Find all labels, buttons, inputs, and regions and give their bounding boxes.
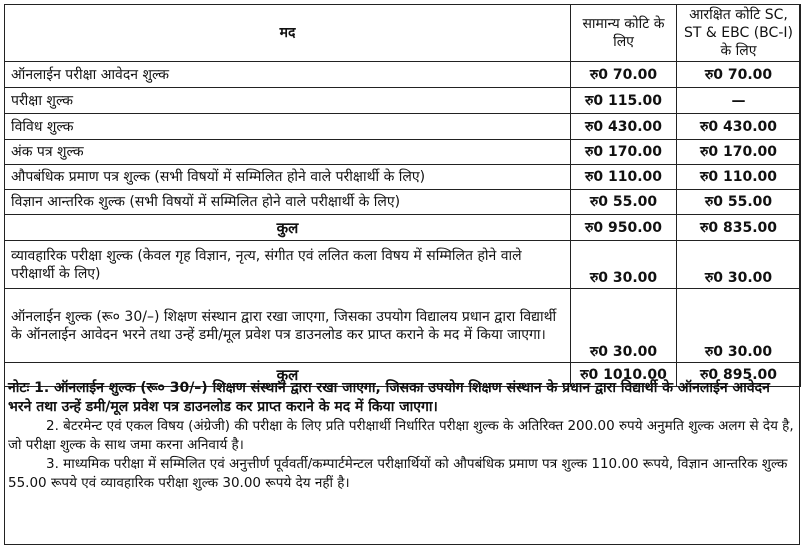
- total-row: [5, 215, 801, 241]
- header-general: सामान्य कोटि के लिए: [571, 5, 677, 62]
- row-general: रु0 115.00: [571, 88, 677, 114]
- header-reserved: आरक्षित कोटि SC, ST & EBC (BC-I) के लिए: [677, 5, 801, 62]
- total-general: रु0 950.00: [571, 215, 677, 241]
- row-item: विविध शुल्क: [5, 114, 571, 140]
- table-row: [5, 140, 801, 165]
- row-reserved: रु0 70.00: [677, 62, 801, 88]
- row-reserved: रु0 30.00: [677, 289, 801, 363]
- row-reserved: रु0 110.00: [677, 165, 801, 190]
- note-2-text: 2. बेटरमेन्ट एवं एकल विषय (अंग्रेजी) की परीक्षा के लिए प्रति परीक्षार्थी निर्धारित परीक्षा शुल्क के अतिरिक्त 200.00 रुपये अनुमति शुल्क अलग से देय है, जो परीक्षा शुल्क के साथ जमा करना अनिवार्य है।: [8, 418, 794, 453]
- row-reserved: रु0 430.00: [677, 114, 801, 140]
- table-row: [5, 190, 801, 215]
- row-item: परीक्षा शुल्क: [5, 88, 571, 114]
- note-3: [8, 455, 794, 493]
- header-item: मद: [5, 5, 571, 62]
- row-general: रु0 430.00: [571, 114, 677, 140]
- table-row: [5, 88, 801, 114]
- row-general: रु0 30.00: [571, 241, 677, 289]
- table-row: [5, 114, 801, 140]
- note-3-text: 3. माध्यमिक परीक्षा में सम्मिलित एवं अनुत्तीर्ण पूर्ववर्ती/कम्पार्टमेन्टल परीक्षार्थियों को औपबंधिक प्रमाण पत्र शुल्क 110.00 रूपये, विज्ञान आन्तरिक शुल्क 55.00 रूपये एवं व्यावहारिक परीक्षा शुल्क 30.00 रूपये देय नहीं है।: [8, 456, 788, 491]
- total-general: रु0 1010.00: [571, 363, 677, 387]
- row-item: व्यावहारिक परीक्षा शुल्क (केवल गृह विज्ञान, नृत्य, संगीत एवं ललित कला विषय में सम्मिलित होने वाले परीक्षार्थी के लिए): [5, 241, 571, 289]
- row-reserved: —: [677, 88, 801, 114]
- row-item: ऑनलाईन शुल्क (रू० 30/–) शिक्षण संस्थान द्वारा रखा जाएगा, जिसका उपयोग विद्यालय प्रधान द्वारा विद्यार्थी के ऑनलाईन आवेदन भरने तथा उन्हें डमी/मूल प्रवेश पत्र डाउनलोड कर प्राप्त कराने के मद में किया जाएगा।: [5, 289, 571, 363]
- table-row: [5, 165, 801, 190]
- row-general: रु0 70.00: [571, 62, 677, 88]
- row-general: रु0 110.00: [571, 165, 677, 190]
- fee-table: [4, 4, 801, 387]
- note-2: [8, 417, 794, 455]
- note-1: नोटः 1. ऑनलाईन शुल्क (रू० 30/–) शिक्षण संस्थान द्वारा रखा जाएगा, जिसका उपयोग शिक्षण संस्थान के प्रधान द्वारा विद्यार्थी के ऑनलाईन आवेदन भरने तथा उन्हें डमी/मूल प्रवेश पत्र डाउनलोड कर प्राप्त कराने के मद में किया जाएगा।: [8, 380, 770, 415]
- row-item: विज्ञान आन्तरिक शुल्क (सभी विषयों में सम्मिलित होने वाले परीक्षार्थी के लिए): [5, 190, 571, 215]
- total-label: कुल: [5, 215, 571, 241]
- row-general: रु0 30.00: [571, 289, 677, 363]
- total-reserved: रु0 835.00: [677, 215, 801, 241]
- row-general: रु0 55.00: [571, 190, 677, 215]
- table-header-row: [5, 5, 801, 62]
- table-row: [5, 241, 801, 289]
- row-item: औपबंधिक प्रमाण पत्र शुल्क (सभी विषयों में सम्मिलित होने वाले परीक्षार्थी के लिए): [5, 165, 571, 190]
- table-row: [5, 289, 801, 363]
- row-reserved: रु0 30.00: [677, 241, 801, 289]
- row-general: रु0 170.00: [571, 140, 677, 165]
- row-reserved: रु0 55.00: [677, 190, 801, 215]
- row-reserved: रु0 170.00: [677, 140, 801, 165]
- row-item: ऑनलाईन परीक्षा आवेदन शुल्क: [5, 62, 571, 88]
- total-label: कुल: [5, 363, 571, 387]
- table-row: [5, 62, 801, 88]
- total-reserved: रु0 895.00: [677, 363, 801, 387]
- row-item: अंक पत्र शुल्क: [5, 140, 571, 165]
- notes-section: [8, 379, 794, 493]
